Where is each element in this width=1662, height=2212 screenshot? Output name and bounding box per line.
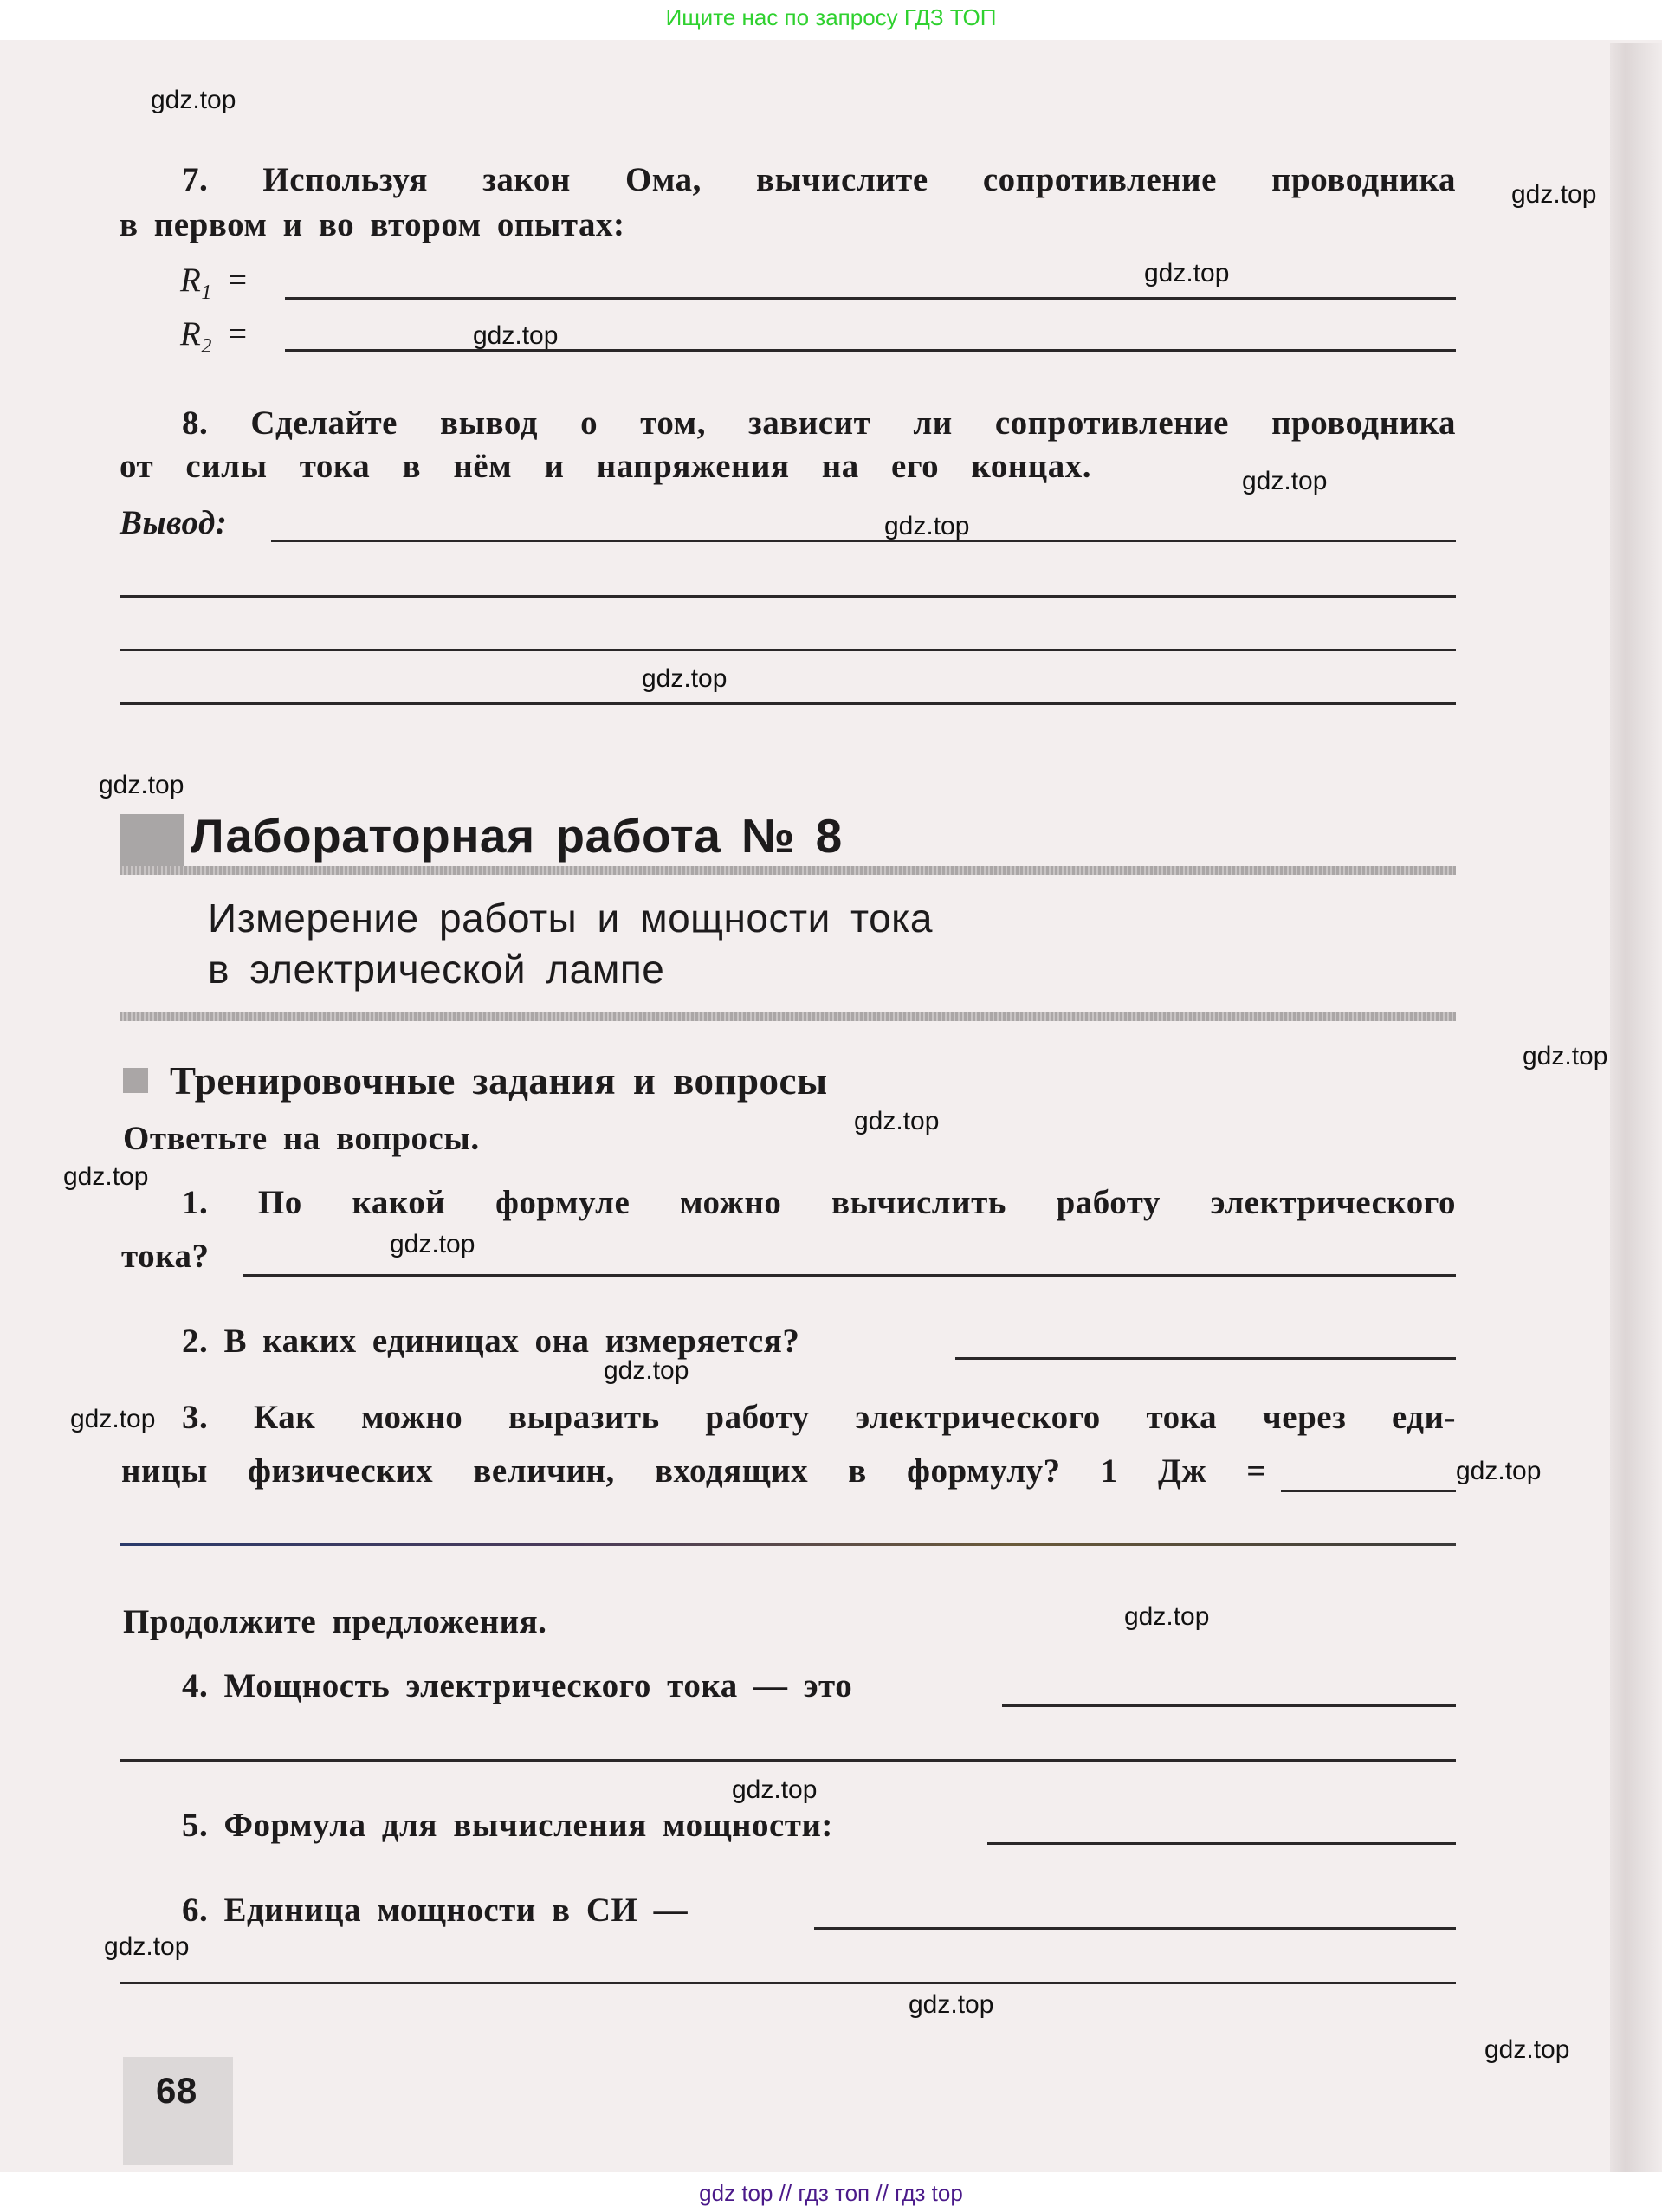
r1-symbol: R — [180, 262, 202, 299]
q8-line1: 8. Сделайте вывод о том, зависит ли сопротивление проводника — [182, 404, 1456, 442]
watermark: gdz.top — [1144, 259, 1230, 288]
watermark: gdz.top — [854, 1107, 940, 1135]
watermark: gdz.top — [604, 1356, 689, 1385]
watermark: gdz.top — [99, 771, 184, 799]
watermark: gdz.top — [1484, 2035, 1570, 2064]
r1-subscript: 1 — [201, 281, 212, 304]
subtitle-divider — [120, 1012, 1456, 1021]
r2-label — [180, 315, 248, 365]
lab-subtitle-line2: в электрической лампе — [208, 947, 665, 992]
continue-heading: Продолжите предложения. — [123, 1603, 547, 1640]
r2-subscript: 2 — [201, 334, 212, 358]
question-6: 6. Единица мощности в СИ — — [182, 1892, 689, 1929]
watermark: gdz.top — [1523, 1042, 1608, 1070]
conclusion-line-4[interactable] — [120, 702, 1456, 705]
watermark: gdz.top — [732, 1775, 818, 1804]
question-3-line1: 3. Как можно выразить работу электрического тока через еди- — [182, 1399, 1456, 1436]
r1-label — [180, 262, 248, 312]
watermark: gdz.top — [1124, 1602, 1210, 1631]
heading-marker — [120, 814, 184, 871]
footer-links[interactable]: gdz top // гдз топ // гдз top — [699, 2180, 963, 2206]
watermark: gdz.top — [1456, 1457, 1542, 1485]
answer-4-line[interactable] — [120, 1759, 1456, 1762]
workbook-page — [0, 40, 1662, 2172]
r2-symbol: R — [180, 315, 202, 352]
conclusion-line-3[interactable] — [120, 649, 1456, 651]
q7-line1: 7. Используя закон Ома, вычислите сопротивление проводника — [182, 161, 1456, 198]
q7-line2: в первом и во втором опытах: — [120, 206, 625, 243]
answer-3-line-short[interactable] — [1281, 1490, 1456, 1492]
lab-title: Лабораторная работа № 8 — [191, 809, 843, 863]
question-3-line2: ницы физических величин, входящих в формулу? 1 Дж = — [121, 1452, 1266, 1490]
answer-4-line-short[interactable] — [1002, 1704, 1456, 1707]
question-2: 2. В каких единицах она измеряется? — [182, 1323, 800, 1360]
title-divider — [120, 866, 1456, 875]
section-title: Тренировочные задания и вопросы — [170, 1059, 828, 1103]
watermark: gdz.top — [909, 1990, 994, 2019]
r1-equals: = — [228, 262, 248, 299]
watermark: gdz.top — [1242, 467, 1328, 495]
watermark: gdz.top — [390, 1230, 475, 1258]
watermark: gdz.top — [63, 1162, 149, 1191]
conclusion-line-1[interactable] — [271, 540, 1456, 542]
r1-answer-line[interactable] — [285, 297, 1456, 300]
q8-line2: от силы тока в нём и напряжения на его концах. — [120, 448, 1091, 485]
watermark: gdz.top — [70, 1405, 156, 1433]
watermark: gdz.top — [884, 512, 970, 540]
question-5: 5. Формула для вычисления мощности: — [182, 1807, 833, 1844]
answer-heading: Ответьте на вопросы. — [123, 1120, 480, 1157]
answer-3-line[interactable] — [120, 1543, 1456, 1546]
answer-2-line[interactable] — [955, 1357, 1456, 1360]
watermark: gdz.top — [151, 86, 236, 114]
watermark: gdz.top — [104, 1932, 190, 1961]
watermark: gdz.top — [642, 664, 728, 693]
r2-answer-line[interactable] — [285, 349, 1456, 352]
answer-1-line[interactable] — [243, 1274, 1456, 1277]
conclusion-label: Вывод: — [120, 504, 228, 541]
answer-6-line[interactable] — [120, 1982, 1456, 1984]
page-edge-shadow — [1610, 43, 1662, 2172]
answer-5-line[interactable] — [987, 1842, 1456, 1845]
top-banner[interactable]: Ищите нас по запросу ГДЗ ТОП — [665, 4, 997, 30]
conclusion-line-2[interactable] — [120, 595, 1456, 598]
lab-subtitle-line1: Измерение работы и мощности тока — [208, 896, 933, 941]
watermark: gdz.top — [1511, 180, 1597, 209]
question-1-line1: 1. По какой формуле можно вычислить работу электрического — [182, 1184, 1456, 1221]
page-number: 68 — [156, 2070, 197, 2111]
watermark: gdz.top — [473, 321, 559, 350]
r2-equals: = — [228, 315, 248, 352]
section-marker — [123, 1068, 148, 1093]
answer-6-line-short[interactable] — [814, 1927, 1456, 1930]
question-4: 4. Мощность электрического тока — это — [182, 1667, 853, 1704]
question-1-line2: тока? — [121, 1238, 210, 1275]
